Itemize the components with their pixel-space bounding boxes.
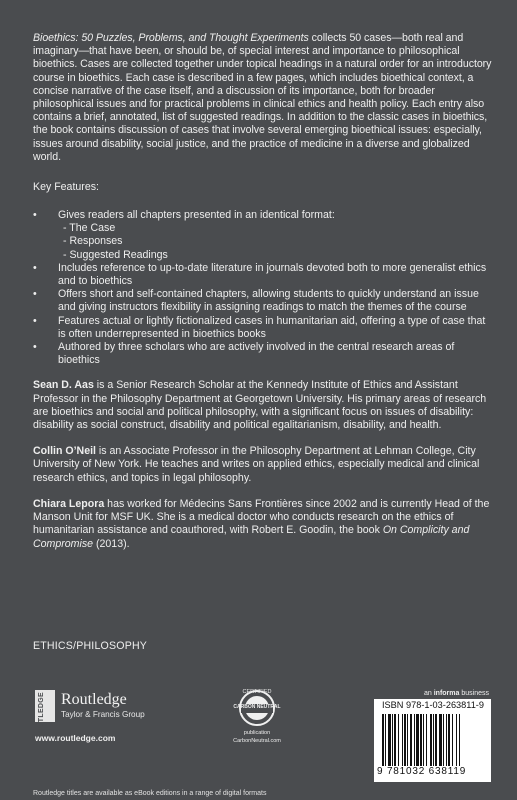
isbn-barcode	[374, 699, 491, 782]
isbn-text: ISBN 978-1-03-263811-9	[382, 700, 484, 710]
book-title: Bioethics: 50 Puzzles, Problems, and Thought Experiments	[33, 32, 309, 44]
book-reference: On Complicity and Compromise	[33, 524, 470, 550]
author-name: Chiara Lepora	[33, 497, 105, 510]
barcode-bar	[456, 714, 457, 766]
key-features-title: Key Features:	[33, 181, 99, 194]
publisher-group: Taylor & Francis Group	[61, 710, 145, 719]
key-features-list	[33, 209, 493, 367]
barcode-bar	[392, 714, 393, 766]
description-text: collects 50 cases—both real and imaginary—that have been, or should be, of special interest and importance to philosophical bioethics. Cases are collected together under topical headings in a natural order for an introductory course in bioethics. Each case is described in a few pages, which includes bioethical context, a concise narrative of the case itself, and a discussion of its importance, both for broader philosophical issues and for practical problems in clinical ethics and health policy. Each entry also contains a brief, annotated, list of suggested readings. In addition to the classic cases in bioethics, the book contains discussion of cases that involve several emerging bioethical issues: especially, issues around disability, social justice, and the practice of medicine in a diverse and globalized world.	[33, 32, 492, 163]
book-description	[33, 32, 493, 164]
barcode-bar	[452, 714, 453, 766]
barcode-bar	[435, 714, 437, 766]
carbon-sub-text: publication	[243, 730, 271, 736]
author-bio-aas: Sean D. Aas is a Senior Research Scholar at the Kennedy Institute of Ethics and Assistant Professor in the Philosophy Department at Georgetown University. His primary areas of research are bioethics and social and political philosophy, with a significant focus on issues of disability: disability as social construct, disability and political egalitarianism, disability, and health.	[33, 379, 487, 432]
author-bio-oneil: Collin O’Neil is an Associate Professor in the Philosophy Department at Lehman College, City University of New York. He teaches and writes on applied ethics, especially medical and clinical research ethics, and topics in legal philosophy.	[33, 445, 480, 484]
carbon-neutral-badge	[232, 688, 282, 746]
feature-item: • Features actual or lightly fictionalized cases in humanitarian aid, offering a type of case that is often underrepresented in bioethics books	[33, 315, 493, 341]
barcode-bar	[459, 714, 460, 766]
routledge-logo-icon: ROUTLEDGE	[35, 690, 55, 722]
publisher-name: Routledge	[61, 691, 127, 708]
feature-item: • Authored by three scholars who are actively involved in the central research areas of bioethics	[33, 341, 493, 367]
barcode-bar	[404, 714, 406, 766]
feature-item: • Includes reference to up-to-date literature in journals devoted both to more generalist ethics and to bioethics	[33, 262, 493, 288]
barcode-bar	[388, 714, 391, 766]
author-bio-lepora: Chiara Lepora has worked for Médecins Sans Frontières since 2002 and is currently Head of the Manson Unit for MSF UK. She is a medical doctor who conducts research on the ethics of humanitarian assistance and coauthored, with Robert E. Goodin, the book On Complicity and Compromise (2013).	[33, 497, 490, 550]
barcode-digits: 9 781032 638119	[377, 766, 467, 777]
feature-subitem: - Responses	[63, 235, 493, 248]
barcode-icon	[382, 714, 484, 766]
barcode-bar	[410, 714, 412, 766]
feature-subitem: - The Case	[63, 222, 493, 235]
barcode-bar	[394, 714, 396, 766]
publisher-url: www.routledge.com	[35, 733, 116, 743]
informa-brand: informa	[433, 690, 460, 697]
barcode-bar	[439, 714, 442, 766]
author-name: Collin O’Neil	[33, 445, 96, 458]
author-name: Sean D. Aas	[33, 379, 94, 392]
barcode-bar	[430, 714, 432, 766]
barcode-bar	[423, 714, 424, 766]
barcode-bar	[414, 714, 415, 766]
barcode-bar	[385, 714, 386, 766]
feature-item: • Offers short and self-contained chapters, allowing students to quickly understand an issue and giving instructors flexibility in assigning readings to match the themes of the course	[33, 288, 493, 314]
ebook-note: Routledge titles are available as eBook editions in a range of digital formats	[33, 790, 267, 797]
barcode-bar	[402, 714, 403, 766]
barcode-bar	[433, 714, 434, 766]
barcode-bar	[420, 714, 422, 766]
feature-subitem: - Suggested Readings	[63, 249, 493, 262]
barcode-bar	[448, 714, 450, 766]
barcode-bar	[382, 714, 384, 766]
barcode-bar	[398, 714, 399, 766]
informa-tagline: an informa business	[424, 690, 489, 697]
barcode-bar	[443, 714, 444, 766]
carbon-main-text: CARBON NEUTRAL	[233, 704, 281, 710]
barcode-bar	[407, 714, 408, 766]
cover-text	[33, 32, 493, 551]
feature-sublist	[58, 222, 493, 262]
barcode-bar	[426, 714, 427, 766]
carbon-certified-text: CERTIFIED	[242, 689, 272, 695]
feature-item: • Gives readers all chapters presented in an identical format: - The Case - Responses - Suggested Readings	[33, 209, 493, 262]
carbon-url-text: CarbonNeutral.com	[233, 738, 281, 744]
barcode-bar	[416, 714, 419, 766]
barcode-bar	[446, 714, 447, 766]
subject-category: ETHICS/PHILOSOPHY	[33, 640, 148, 652]
